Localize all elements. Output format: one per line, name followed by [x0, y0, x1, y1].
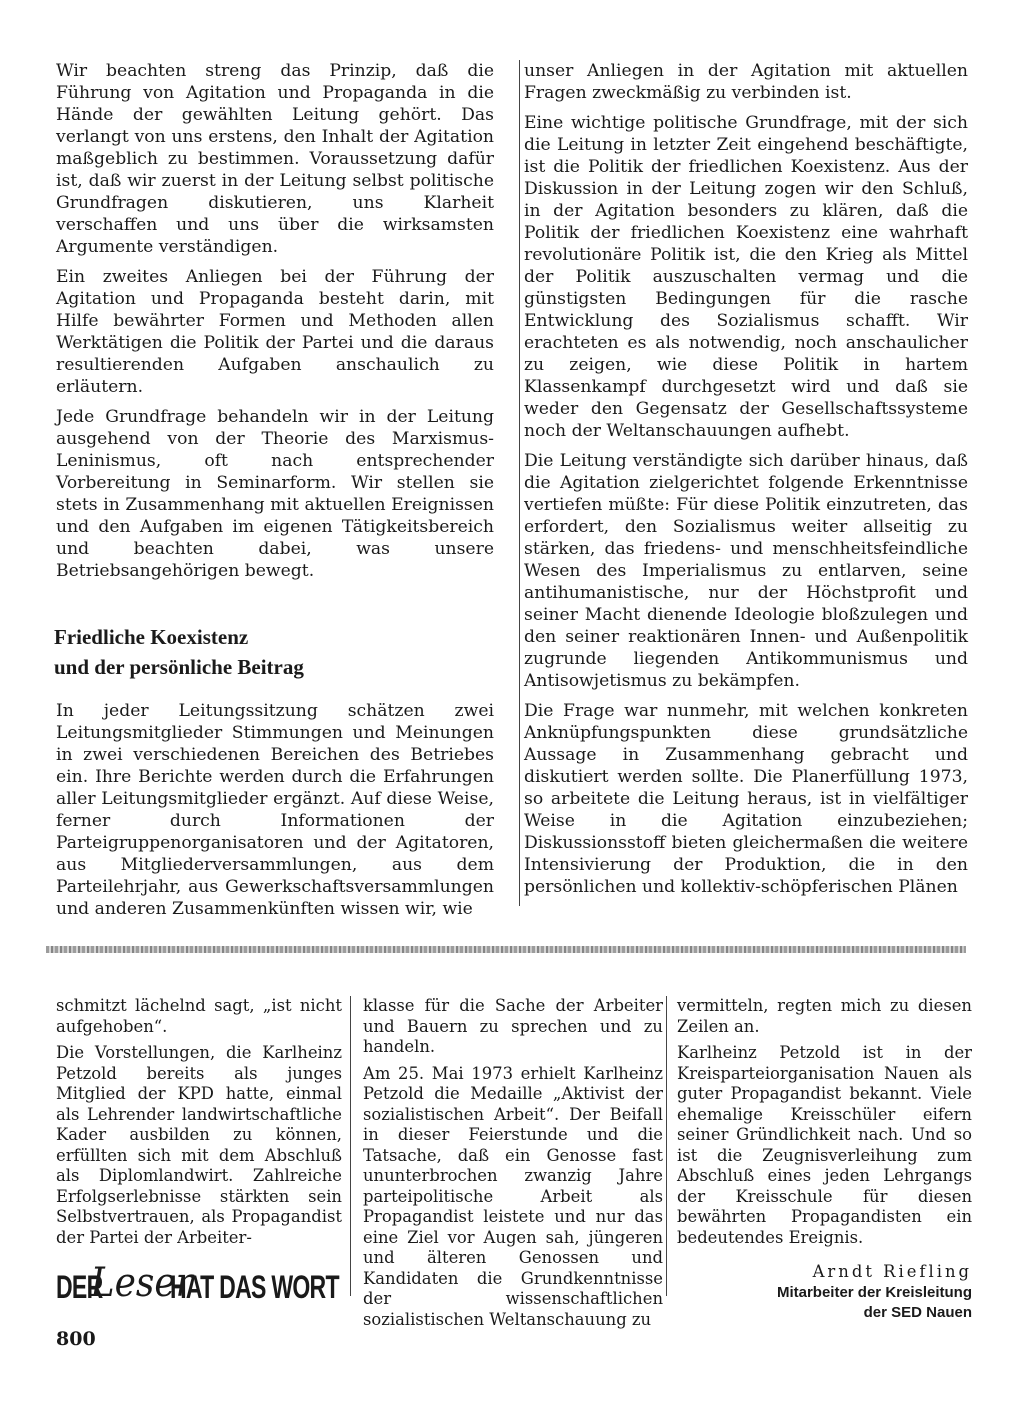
paragraph: Wir beachten streng das Prinzip, daß die Führung von Agitation und Propaganda in die Hände der gewählten Leitung gehört. Das verlangt von uns erstens, den Inhalt der Agitation maßgeblich zu bestimmen. Voraussetzung dafür ist, daß wir zuerst in der Leitung selbst politische Grundfragen diskutieren, uns Klarheit verschaffen und uns über die wirksamsten Argumente verständigen. — [56, 61, 494, 257]
section-divider — [46, 946, 966, 953]
paragraph: Am 25. Mai 1973 erhielt Karlheinz Petzold die Medaille „Aktivist der sozialistischen Arbeit“. Der Beifall in dieser Feierstunde und die Tatsache, daß ein Genosse fast ununterbrochen zwanzig Jahre parteipolitische Arbeit als Propagandist leistete und nur das eine Ziel vor Augen sah, jüngeren und älteren Genossen und Kandidaten die Grundkenntnisse der wissenschaftlichen sozialistischen Weltanschauung zu — [363, 1063, 663, 1329]
paragraph: klasse für die Sache der Arbeiter und Bauern zu sprechen und zu handeln. — [363, 996, 663, 1056]
letter-column-3 — [666, 996, 972, 1321]
letter-column-1 — [56, 996, 342, 1254]
section-heading — [54, 622, 494, 682]
paragraph: vermitteln, regten mich zu diesen Zeilen an. — [677, 996, 972, 1036]
paragraph: In jeder Leitungssitzung schätzen zwei Leitungsmitglieder Stimmungen und Meinungen in zwei verschiedenen Bereichen des Betriebes ein. Ihre Berichte werden durch die Erfahrungen aller Leitungsmitglieder ergänzt. Auf diese Weise, ferner durch Informationen der Parteigruppenorganisatoren und der Agitatoren, aus Mitgliederversammlungen, aus dem Parteilehrjahr, aus Gewerkschaftsversammlungen und anderen Zusammenkünften wissen wir, wie — [56, 701, 494, 919]
letter-column-2 — [350, 996, 663, 1329]
page-number: 800 — [56, 1328, 96, 1350]
column-top-left — [56, 60, 494, 590]
column-after-heading — [56, 700, 494, 928]
paragraph: Ein zweites Anliegen bei der Führung der Agitation und Propaganda besteht darin, mit Hilfe bewährter Formen und Methoden allen Werktätigen die Politik der Partei und die daraus resultierenden Aufgaben anschaulich zu erläutern. — [56, 267, 494, 397]
section-heading-line1: Friedliche Koexistenz — [54, 625, 249, 649]
rubric-logo — [56, 1262, 344, 1312]
author-role-line1: Mitarbeiter der Kreisleitung — [776, 1283, 972, 1301]
paragraph: Karlheinz Petzold ist in der Kreisparteiorganisation Nauen als guter Propagandist bekannt. Viele ehemalige Kreisschüler eifern seiner Gründlichkeit nach. Und so ist die Zeugnisverleihung zum Abschluß eines jeden Lehrgangs der Kreisschule für diesen bewährten Propagandisten ein bedeutendes Ereignis. — [677, 1043, 972, 1247]
rubric-logo-part1: DER — [56, 1268, 103, 1305]
paragraph: Jede Grundfrage behandeln wir in der Leitung ausgehend von der Theorie des Marxismus-Leninismus, oft nach entsprechender Vorbereitung in Seminarform. Wir stellen sie stets in Zusammenhang mit aktuellen Ereignissen und den Aufgaben im eigenen Tätigkeitsbereich und beachten dabei, was unsere Betriebsangehörigen bewegt. — [56, 407, 494, 581]
paragraph: Die Frage war nunmehr, mit welchen konkreten Anknüpfungspunkten diese grundsätzliche Aussage in Zusammenhang gebracht und diskutiert werden sollte. Die Planerfüllung 1973, so arbeitete die Leitung heraus, ist in vielfältiger Weise in die Agitation einzubeziehen; Diskussionsstoff bieten gleichermaßen die weitere Intensivierung der Produktion, die in den persönlichen und kollektiv-schöpferischen Plänen — [524, 701, 968, 897]
paragraph: Die Leitung verständigte sich darüber hinaus, daß die Agitation zielgerichtet folgende Erkenntnisse vertiefen müßte: Für diese Politik einzutreten, das erfordert, den Sozialismus weiter allseitig zu stärken, das friedens- und menschheitsfeindliche Wesen des Imperialismus zu entlarven, seine antihumanistische, nur der Höchstprofit und seiner Macht dienende Ideologie bloßzulegen und den seiner reaktionären Innen- und Außenpolitik zugrunde liegenden Antikommunismus und Antisowjetismus zu bekämpfen. — [524, 451, 968, 691]
paragraph: Eine wichtige politische Grundfrage, mit der sich die Leitung in letzter Zeit eingehend beschäftigte, ist die Politik der friedlichen Koexistenz. Aus der Diskussion in der Leitung zogen wir den Schluß, in der Agitation besonders zu klären, daß die Politik der friedlichen Koexistenz eine wahrhaft revolutionäre Politik ist, die den Krieg als Mittel der Politik auszuschalten vermag und die günstigsten Bedingungen für die rasche Entwicklung des Sozialismus schafft. Wir erachteten es als notwendig, noch anschaulicher zu zeigen, wie diese Politik in hartem Klassenkampf durchgesetzt wird und daß sie weder den Gegensatz der Gesellschaftssysteme noch der Weltanschauungen aufhebt. — [524, 113, 968, 441]
section-heading-line2: und der persönliche Beitrag — [54, 655, 304, 679]
paragraph: unser Anliegen in der Agitation mit aktuellen Fragen zweckmäßig zu verbinden ist. — [524, 61, 968, 103]
author-name: Arndt Riefling — [812, 1262, 972, 1281]
rubric-logo-part2: HAT DAS WORT — [170, 1268, 339, 1305]
paragraph: Die Vorstellungen, die Karlheinz Petzold bereits als junges Mitglied der KPD hatte, einmal als Lehrender landwirtschaftliche Kader ausbilden zu können, erfüllten sich mit dem Abschluß als Diplomlandwirt. Zahlreiche Erfolgserlebnisse stärkten sein Selbstvertrauen, als Propagandist der Partei der Arbeiter- — [56, 1043, 342, 1247]
paragraph: schmitzt lächelnd sagt, „ist nicht aufgehoben“. — [56, 996, 342, 1036]
rubric-logo-script: Leser — [90, 1260, 193, 1306]
author-role-line2: der SED Nauen — [863, 1303, 972, 1321]
column-top-right — [519, 60, 968, 906]
